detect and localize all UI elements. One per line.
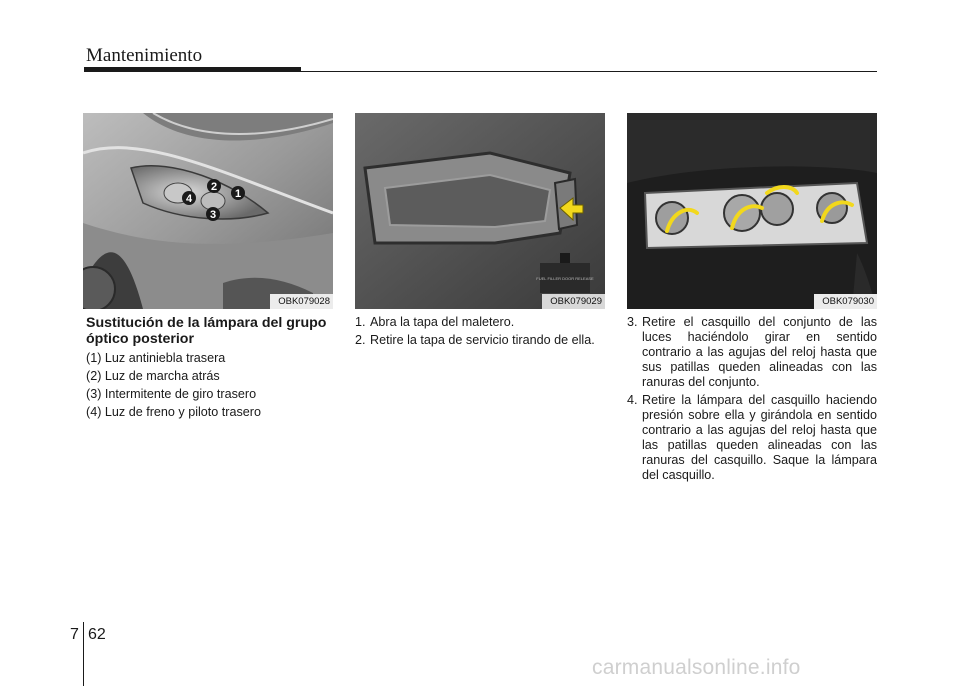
step-number: 2. <box>355 333 366 347</box>
left-column <box>86 315 336 423</box>
figure-tail-light <box>83 113 333 309</box>
lamp-item: (4) Luz de freno y piloto trasero <box>86 405 262 419</box>
watermark: carmanualsonline.info <box>592 656 801 679</box>
step-number: 1. <box>355 315 366 329</box>
callout-4-label: 4 <box>185 193 193 205</box>
instruction-step <box>355 315 605 330</box>
section-title: Sustitución de la lámpara del grupo óptico posterior <box>86 315 327 347</box>
step-text: Retire el casquillo del conjunto de las luces haciéndolo girar en sentido contrario a las agujas del reloj hasta que sus patillas queden alineadas con las ranuras del conjunto. <box>642 315 877 389</box>
page-header-title: Mantenimiento <box>86 45 203 66</box>
step-text: Abra la tapa del maletero. <box>370 315 515 329</box>
figure-code: OBK079029 <box>542 294 605 309</box>
figure-code: OBK079028 <box>270 294 333 309</box>
step-text: Retire la tapa de servicio tirando de ella. <box>370 333 595 347</box>
lamp-item: (2) Luz de marcha atrás <box>86 369 220 383</box>
tail-light-illustration <box>83 113 333 309</box>
step-number: 4. <box>627 393 638 407</box>
chapter-number: 7 <box>70 626 79 643</box>
lamp-item: (3) Intermitente de giro trasero <box>86 387 257 401</box>
figure-trunk-cover <box>355 113 605 309</box>
page-number: 62 <box>88 626 106 643</box>
instruction-step <box>627 315 877 390</box>
trunk-cover-illustration <box>355 113 605 309</box>
middle-column <box>355 315 605 351</box>
callout-1-label: 1 <box>234 188 242 200</box>
header-rule-thick <box>84 67 301 72</box>
bulb-sockets-illustration <box>627 113 877 309</box>
step-number: 3. <box>627 315 638 329</box>
right-column <box>627 315 877 486</box>
header-rule-thin <box>301 71 877 72</box>
figure-code: OBK079030 <box>814 294 877 309</box>
instruction-step <box>355 333 605 348</box>
fuel-door-label: FUEL FILLER DOOR RELEASE <box>536 276 594 281</box>
step-text: Retire la lámpara del casquillo haciendo presión sobre ella y girándola en sentido contrario a las agujas del reloj hasta que las patillas queden alineadas con las ranuras del casquillo. Saque la lámpara del casquillo. <box>642 393 877 482</box>
callout-3-label: 3 <box>209 209 217 221</box>
lamp-item: (1) Luz antiniebla trasera <box>86 351 226 365</box>
figure-bulb-sockets <box>627 113 877 309</box>
callout-2-label: 2 <box>210 181 218 193</box>
instruction-step <box>627 393 877 483</box>
footer-divider <box>83 622 84 686</box>
